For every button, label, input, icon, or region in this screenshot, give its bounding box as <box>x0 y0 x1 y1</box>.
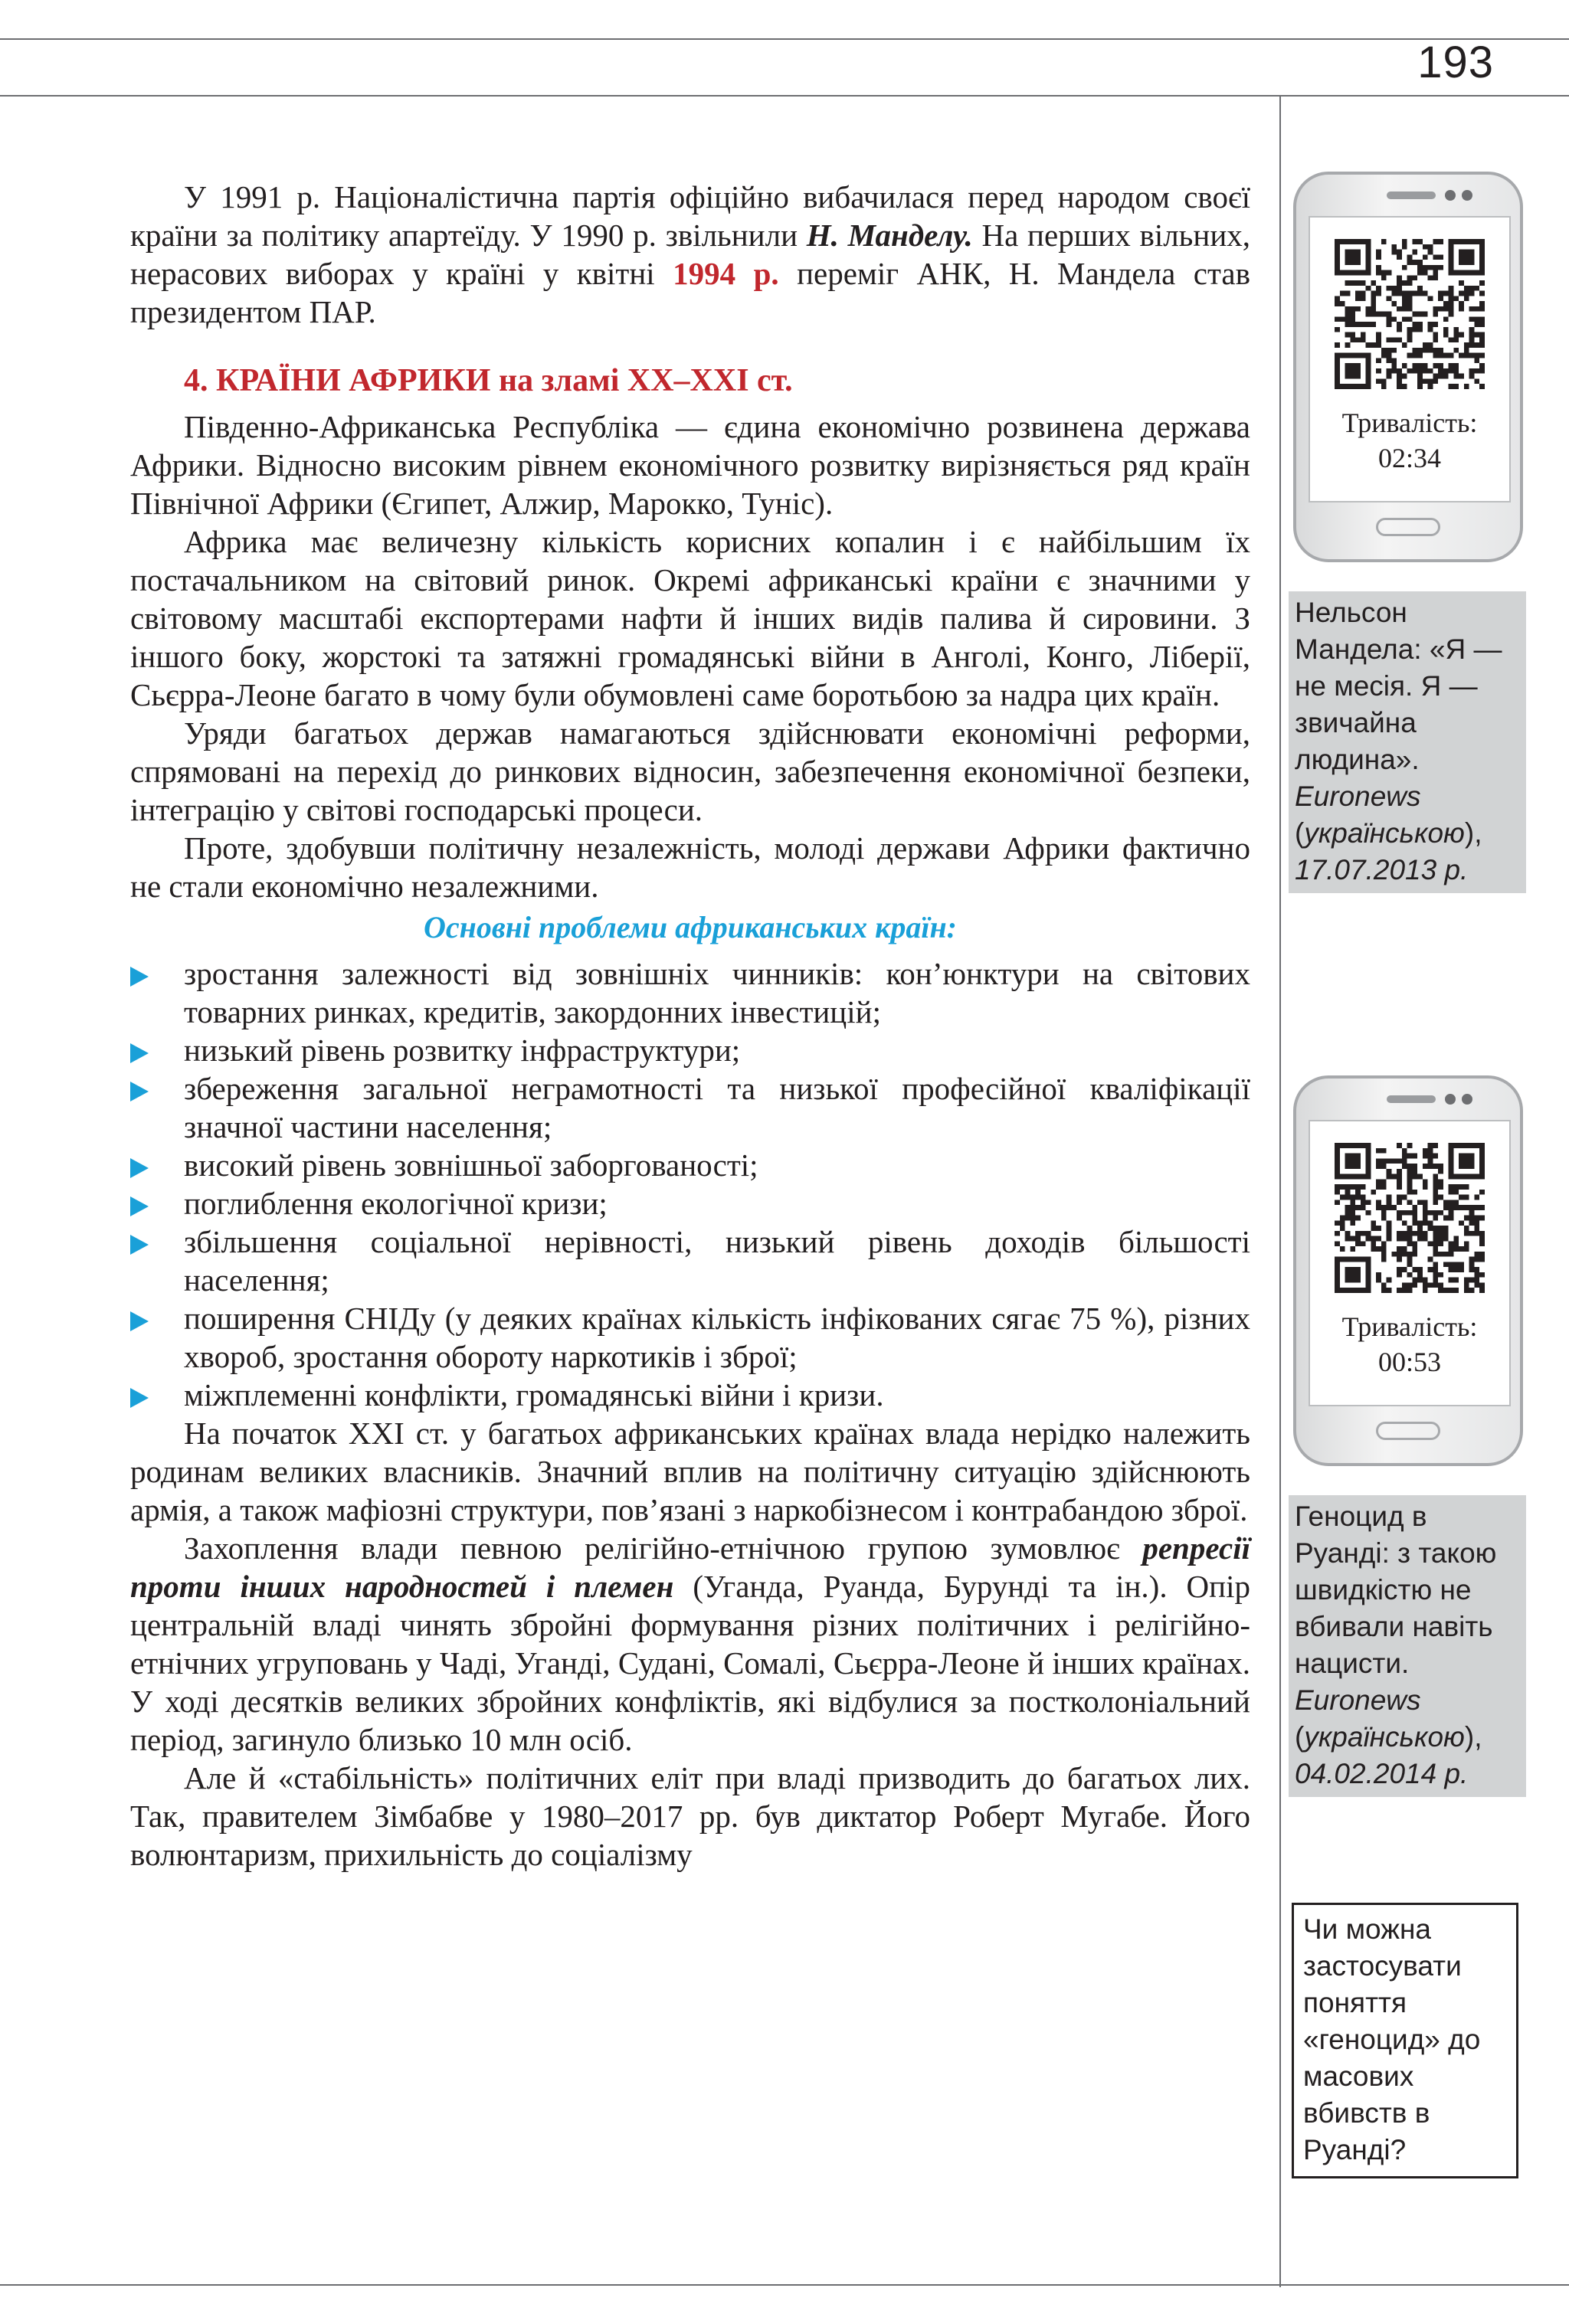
phone-home-button <box>1376 518 1440 536</box>
caption-date <box>1295 1756 1518 1792</box>
caption-language: (українською), <box>1295 1721 1482 1753</box>
margin-divider <box>1279 97 1281 2287</box>
bullet-arrow-icon <box>130 967 149 987</box>
page-number: 193 <box>1417 38 1494 87</box>
paragraph: Африка має величезну кількість корисних копалин і є найбільшим їх постачальником на світовий ринок. Окремі африканські країни є значними у світовому масштабі експортерами нафти й інших видів палива й сировини. З іншого боку, жорстокі та затяжні громадянські війни в Анголі, Конго, Ліберії, Сьєрра-Леоне багато в чому були обумовлені саме боротьбою за надра цих країн. <box>130 524 1250 712</box>
list-item <box>130 1031 1250 1069</box>
duration-label: Тривалість: <box>1341 408 1478 438</box>
caption-source <box>1295 1682 1518 1719</box>
bottom-rule <box>0 2284 1569 2286</box>
video-phone-1[interactable] <box>1293 172 1523 562</box>
caption-date-text: 17.07.2013 р. <box>1295 854 1469 885</box>
caption-language: (українською), <box>1295 817 1482 849</box>
list-item-text: високий рівень зовнішньої заборгованості; <box>184 1147 758 1183</box>
phone-sensor-icon <box>1462 190 1472 201</box>
list-item <box>130 1146 1250 1184</box>
list-item-text: поглиблення екологічної кризи; <box>184 1186 608 1221</box>
text-span: На перших вільних, нерасових виборах у країні у квітні <box>130 218 1251 291</box>
text-span: У 1991 р. Націоналістична партія офіційно вибачилася перед народом своєї країни за політику апартеїду. У 1990 р. звільнили <box>130 179 1250 253</box>
paragraph-repressions <box>130 1529 1250 1759</box>
list-item-text: поширення СНІДу (у деяких країнах кількість інфікованих сягає 75 %), різних хвороб, зростання обороту наркотиків і зброї; <box>184 1301 1250 1374</box>
qr-code-icon[interactable] <box>1335 239 1485 389</box>
video-phone-2[interactable] <box>1293 1075 1523 1466</box>
caption-source <box>1295 778 1518 815</box>
duration-label: Тривалість: <box>1341 1311 1478 1342</box>
list-item-text: низький рівень розвитку інфраструктури; <box>184 1033 741 1068</box>
paragraph: Південно-Африканська Республіка — єдина економічно розвинена держава Африки. Відносно високим рівнем економічного розвитку вирізняється ряд країн Північної Африки (Єгипет, Алжир, Марокко, Туніс). <box>130 409 1250 521</box>
paragraph: Уряди багатьох держав намагаються здійснювати економічні реформи, спрямовані на перехід до ринкових відносин, забезпечення економічної безпеки, інтеграцію у світові господарські процеси. <box>130 715 1250 827</box>
phone-camera-icon <box>1445 1094 1456 1105</box>
list-item <box>130 1223 1250 1299</box>
paragraph: Проте, здобувши політичну незалежність, молоді держави Африки фактично не стали економічно незалежними. <box>130 830 1250 904</box>
video-caption-1 <box>1289 591 1526 893</box>
duration-value: 02:34 <box>1377 443 1441 473</box>
text-span: (Уганда, Руанда, Бурунді та ін.). Опір центральній владі чинять збройні формування різних політичних і релігійно-етнічних угруповань у Чаді, Уганді, Судані, Сомалі, Сьєрра-Леоне й інших країнах. У ході десятків великих збройних конфліктів, які відбулися за постколоніальний період, загинуло близько 10 млн осіб. <box>130 1569 1250 1757</box>
caption-date-text: 04.02.2014 р. <box>1295 1758 1469 1789</box>
list-item-text: міжплеменні конфлікти, громадянські війни і кризи. <box>184 1377 884 1412</box>
duration-value: 00:53 <box>1377 1347 1441 1377</box>
phone-home-button <box>1376 1422 1440 1440</box>
qr-code-icon[interactable] <box>1335 1143 1485 1293</box>
phone-speaker <box>1387 1095 1436 1103</box>
phone-screen <box>1309 216 1511 502</box>
top-rule <box>0 38 1569 40</box>
problems-list <box>130 954 1250 1414</box>
phone-screen <box>1309 1120 1511 1406</box>
paragraph-apartheid <box>130 178 1250 331</box>
bullet-arrow-icon <box>130 1311 149 1331</box>
bullet-arrow-icon <box>130 1196 149 1216</box>
caption-date <box>1295 852 1518 889</box>
bullet-arrow-icon <box>130 1043 149 1063</box>
section-heading: 4. КРАЇНИ АФРИКИ на зламі ХХ–ХХІ ст. <box>184 363 793 398</box>
list-heading: Основні проблеми африканських країн: <box>423 910 957 944</box>
caption-source-name: Euronews <box>1295 781 1421 812</box>
question-box: Чи можна застосувати поняття «геноцид» до масових вбивств в Руанді? <box>1292 1903 1518 2178</box>
list-item <box>130 1376 1250 1414</box>
bullet-arrow-icon <box>130 1082 149 1101</box>
bullet-arrow-icon <box>130 1388 149 1408</box>
list-item-text: збереження загальної неграмотності та низької професійної кваліфікації значної частини населення; <box>184 1071 1250 1144</box>
list-item <box>130 1184 1250 1223</box>
video-caption-2 <box>1289 1495 1526 1797</box>
phone-speaker <box>1387 191 1436 199</box>
phone-camera-icon <box>1445 190 1456 201</box>
main-text-column <box>130 178 1250 1874</box>
caption-text: Нельсон Мандела: «Я — не месія. Я — звичайна людина». <box>1295 597 1502 775</box>
list-item <box>130 1069 1250 1146</box>
list-item-text: збільшення соціальної нерівності, низький рівень доходів більшості населення; <box>184 1224 1250 1298</box>
caption-text: Геноцид в Руанді: з такою швидкістю не вбивали навіть нацисти. <box>1295 1501 1497 1679</box>
caption-source-name: Euronews <box>1295 1684 1421 1716</box>
paragraph: Але й «стабільність» політичних еліт при владі призводить до багатьох лих. Так, правителем Зімбабве у 1980–2017 рр. був диктатор Роберт Мугабе. Його волюнтаризм, прихильність до соціалізму <box>130 1760 1250 1872</box>
highlight-year: 1994 р. <box>673 256 779 291</box>
paragraph: На початок ХХІ ст. у багатьох африканських країнах влада нерідко належить родинам великих власників. Значний вплив на політичну ситуацію здійснюють армія, а також мафіозні структури, пов’язані з наркобізнесом і контрабандою зброї. <box>130 1416 1250 1527</box>
list-item <box>130 954 1250 1031</box>
list-item <box>130 1299 1250 1376</box>
phone-sensor-icon <box>1462 1094 1472 1105</box>
bullet-arrow-icon <box>130 1235 149 1255</box>
list-item-text: зростання залежності від зовнішніх чинників: кон’юнктури на світових товарних ринках, кредитів, закордонних інвестицій; <box>184 956 1250 1029</box>
text-span: Захоплення влади певною релігійно-етнічною групою зумовлює <box>184 1530 1143 1566</box>
bullet-arrow-icon <box>130 1158 149 1178</box>
emphasis-text: репресії проти інших народностей і племен <box>130 1530 1250 1604</box>
text-span: переміг АНК, Н. Мандела став президентом ПАР. <box>130 256 1250 329</box>
mandela-name: Н. Манделу. <box>806 218 973 253</box>
header-rule <box>0 95 1569 97</box>
